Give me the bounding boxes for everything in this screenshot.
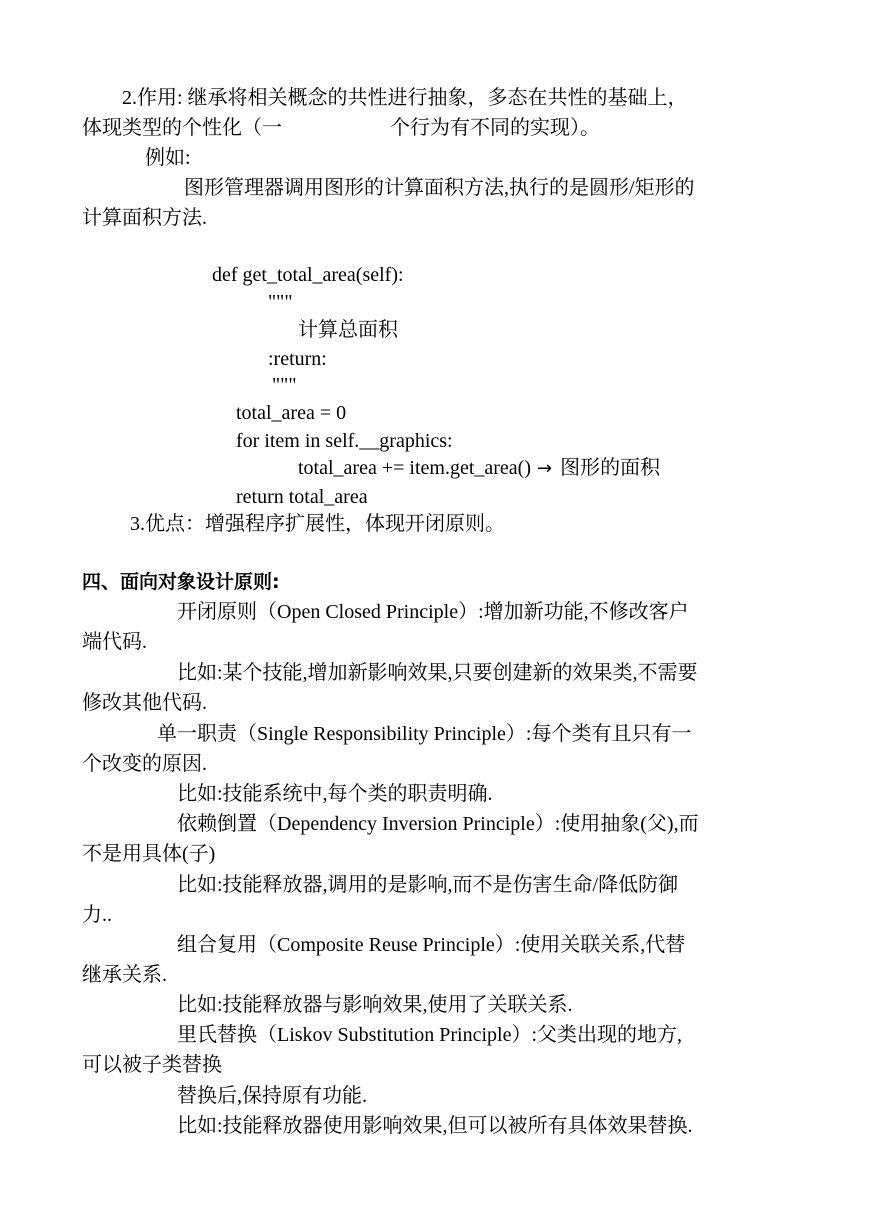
section2-line2-part-a: 体现类型的个性化（一	[82, 117, 282, 139]
right-arrow-icon: →	[537, 458, 553, 479]
ocp-line2: 端代码.	[82, 631, 147, 653]
ocp-line1: 开闭原则（Open Closed Principle）:增加新功能,不修改客户	[177, 601, 689, 623]
srp-line1: 单一职责（Single Responsibility Principle）:每个类有且只有一	[157, 723, 692, 745]
code-for-line: for item in self.__graphics:	[236, 430, 453, 452]
code-def-line: def get_total_area(self):	[212, 264, 404, 286]
ocp-example-line2: 修改其他代码.	[82, 692, 207, 714]
lsp-example: 比如:技能释放器使用影响效果,但可以被所有具体效果替换.	[177, 1115, 693, 1137]
example-line2: 计算面积方法.	[82, 207, 207, 229]
lsp-line1: 里氏替换（Liskov Substitution Principle）:父类出现的地方,	[177, 1024, 683, 1046]
code-return-line: return total_area	[236, 486, 368, 508]
crp-example: 比如:技能释放器与影响效果,使用了关联关系.	[177, 994, 573, 1016]
code-docstring-return: :return:	[268, 348, 327, 370]
lsp-line3: 替换后,保持原有功能.	[177, 1085, 367, 1107]
crp-line2: 继承关系.	[82, 964, 167, 986]
code-docstring-open: """	[268, 291, 293, 313]
example-label: 例如:	[145, 147, 191, 169]
code-init-line: total_area = 0	[236, 402, 347, 424]
section2-line2-part-b: 个行为有不同的实现）。	[390, 117, 600, 139]
code-docstring-text: 计算总面积	[298, 319, 398, 341]
code-accumulate-note: 图形的面积	[560, 457, 661, 479]
dip-line1: 依赖倒置（Dependency Inversion Principle）:使用抽象(父),而	[177, 813, 699, 835]
example-line1: 图形管理器调用图形的计算面积方法,执行的是圆形/矩形的	[184, 177, 695, 199]
code-accumulate-expr: total_area += item.get_area()	[298, 457, 531, 479]
section3-advantage: 3.优点：增强程序扩展性，体现开闭原则。	[130, 513, 505, 535]
dip-line2: 不是用具体(子)	[82, 843, 216, 865]
ocp-example-line1: 比如:某个技能,增加新影响效果,只要创建新的效果类,不需要	[177, 662, 698, 684]
section2-line1: 2.作用: 继承将相关概念的共性进行抽象，多态在共性的基础上，	[122, 87, 688, 109]
srp-example: 比如:技能系统中,每个类的职责明确.	[177, 783, 493, 805]
srp-line2: 个改变的原因.	[82, 753, 207, 775]
code-accumulate-line	[298, 456, 660, 481]
code-docstring-close: """	[272, 374, 297, 396]
crp-line1: 组合复用（Composite Reuse Principle）:使用关联关系,代替	[177, 934, 686, 956]
lsp-line2: 可以被子类替换	[82, 1054, 222, 1076]
principles-heading: 四、面向对象设计原则:	[82, 571, 280, 593]
dip-example-line1: 比如:技能释放器,调用的是影响,而不是伤害生命/降低防御	[177, 874, 679, 896]
dip-example-line2: 力..	[82, 904, 112, 926]
